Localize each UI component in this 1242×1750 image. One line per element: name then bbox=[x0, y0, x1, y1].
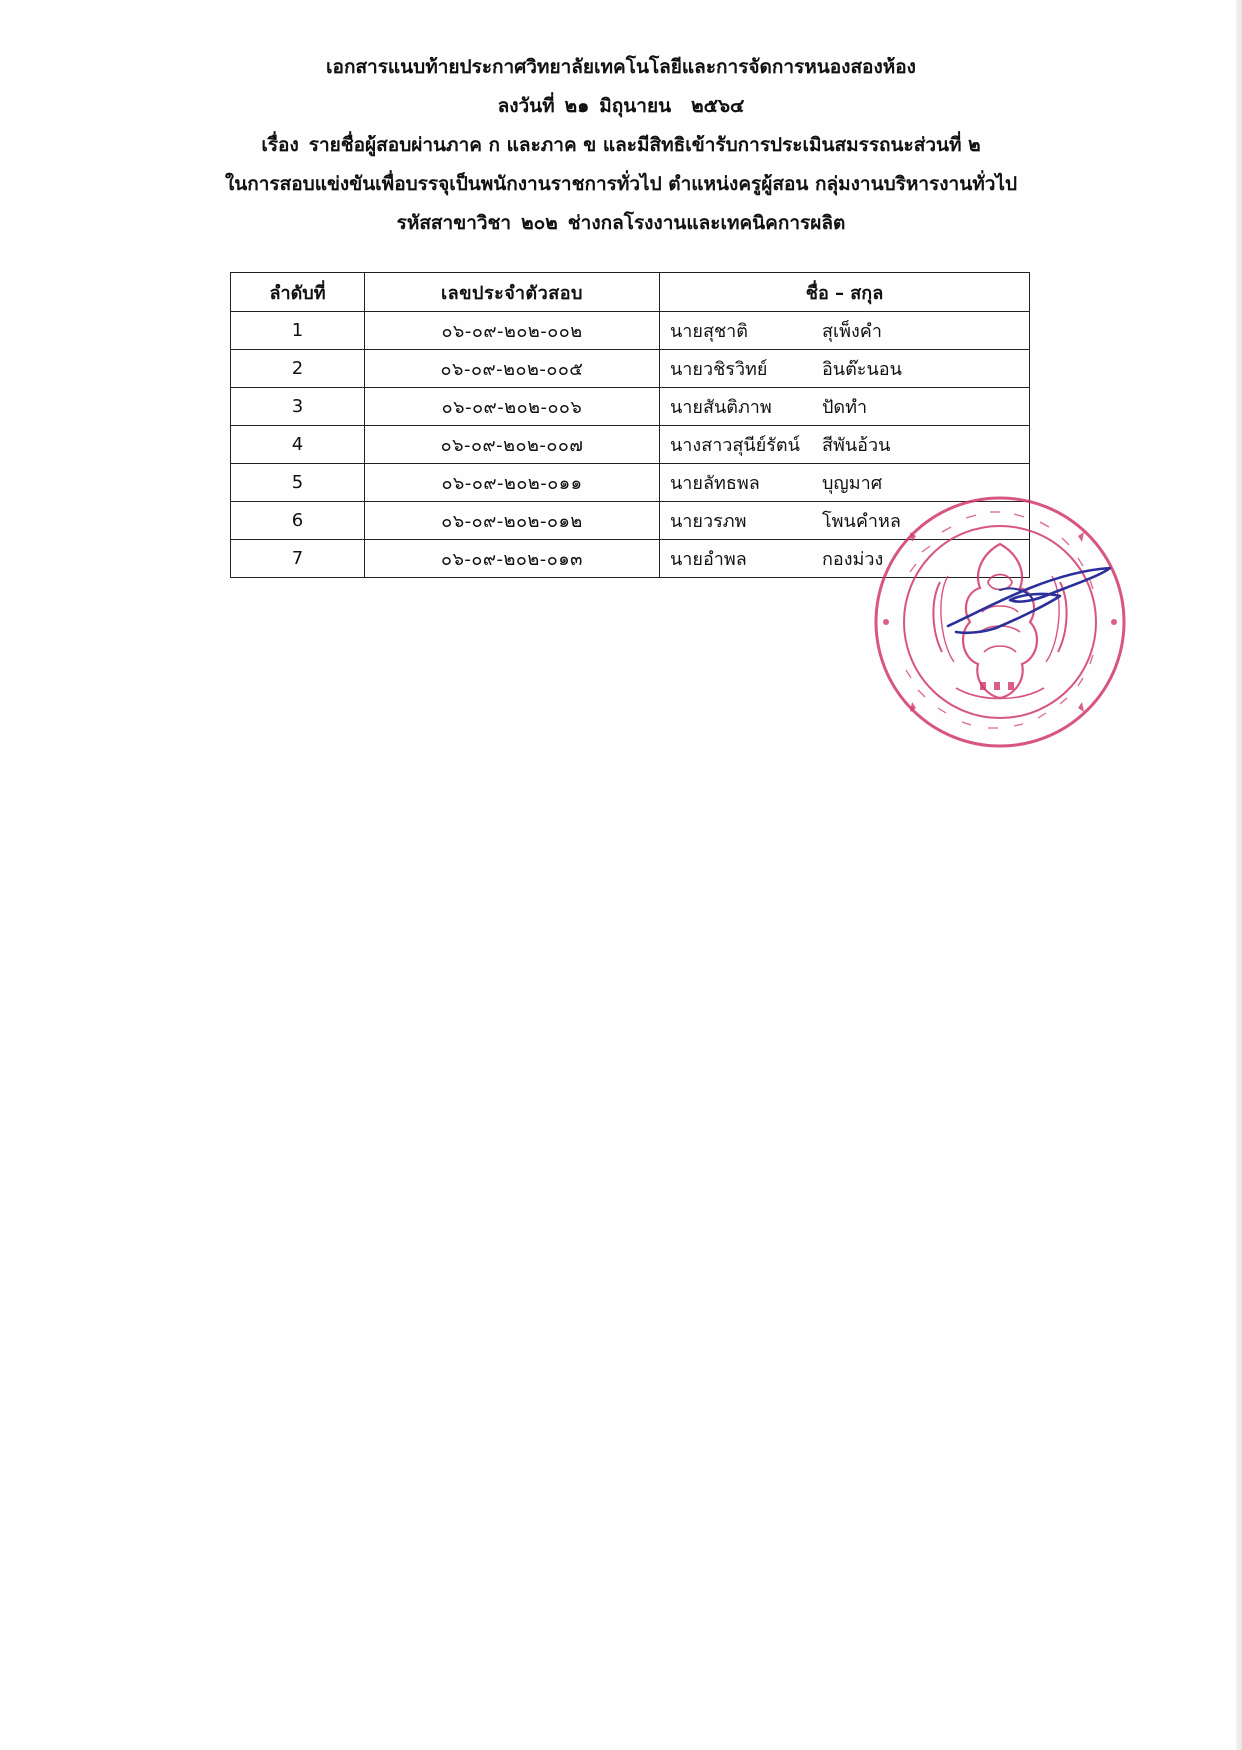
header-line-2 bbox=[0, 87, 1242, 126]
header-line-5 bbox=[0, 204, 1242, 243]
header-line-1: เอกสารแนบท้ายประกาศวิทยาลัยเทคโนโลยีและการจัดการหนองสองห้อง bbox=[326, 56, 916, 78]
family-name: สุเพ็งคำ bbox=[822, 321, 882, 342]
candidate-name bbox=[660, 350, 1030, 388]
exam-id: ๐๖-๐๙-๒๐๒-๐๐๖ bbox=[365, 388, 660, 426]
given-name: นายวชิรวิทย์ bbox=[670, 359, 768, 380]
family-name: บุญมาศ bbox=[822, 473, 883, 494]
family-name: โพนคำหล bbox=[822, 511, 901, 532]
given-name: นายลัทธพล bbox=[670, 473, 760, 494]
branch-code: ๒๐๒ bbox=[521, 212, 558, 234]
exam-id: ๐๖-๐๙-๒๐๒-๐๑๓ bbox=[365, 540, 660, 578]
table-row bbox=[231, 426, 1030, 464]
exam-id: ๐๖-๐๙-๒๐๒-๐๐๗ bbox=[365, 426, 660, 464]
subject-text: รายชื่อผู้สอบผ่านภาค ก และภาค ข และมีสิทธิเข้ารับการประเมินสมรรถนะส่วนที่ ๒ bbox=[308, 134, 981, 156]
family-name: กองม่วง bbox=[822, 549, 884, 570]
row-number: 3 bbox=[231, 388, 365, 426]
family-name: อินต๊ะนอน bbox=[822, 359, 902, 380]
date-day: ๒๑ bbox=[564, 95, 590, 117]
candidate-name bbox=[660, 312, 1030, 350]
row-number: 1 bbox=[231, 312, 365, 350]
exam-id: ๐๖-๐๙-๒๐๒-๐๐๒ bbox=[365, 312, 660, 350]
signature-icon bbox=[940, 560, 1120, 640]
given-name: นายวรภพ bbox=[670, 511, 747, 532]
document-header bbox=[0, 48, 1242, 243]
date-prefix: ลงวันที่ bbox=[497, 95, 555, 117]
row-number: 5 bbox=[231, 464, 365, 502]
family-name: สีพันอ้วน bbox=[822, 435, 891, 456]
given-name: นายสุชาติ bbox=[670, 321, 748, 342]
date-year: ๒๕๖๔ bbox=[691, 95, 745, 117]
exam-id: ๐๖-๐๙-๒๐๒-๐๐๕ bbox=[365, 350, 660, 388]
branch-name: ช่างกลโรงงานและเทคนิคการผลิต bbox=[567, 212, 846, 234]
given-name: นายอำพล bbox=[670, 549, 747, 570]
candidate-name bbox=[660, 426, 1030, 464]
candidate-name bbox=[660, 388, 1030, 426]
given-name: นางสาวสุนีย์รัตน์ bbox=[670, 435, 800, 456]
subject-prefix: เรื่อง bbox=[261, 134, 299, 156]
row-number: 2 bbox=[231, 350, 365, 388]
row-number: 4 bbox=[231, 426, 365, 464]
scan-edge bbox=[1236, 0, 1242, 1750]
family-name: ปัดทำ bbox=[822, 397, 868, 418]
table-row bbox=[231, 312, 1030, 350]
exam-id: ๐๖-๐๙-๒๐๒-๐๑๑ bbox=[365, 464, 660, 502]
column-header-no: ลำดับที่ bbox=[231, 273, 365, 312]
date-month: มิถุนายน bbox=[599, 95, 672, 117]
row-number: 7 bbox=[231, 540, 365, 578]
table-row bbox=[231, 388, 1030, 426]
header-line-4: ในการสอบแข่งขันเพื่อบรรจุเป็นพนักงานราชการทั่วไป ตำแหน่งครูผู้สอน กลุ่มงานบริหารงานทั่วไป bbox=[224, 173, 1018, 195]
table-row bbox=[231, 350, 1030, 388]
header-line-3 bbox=[0, 126, 1242, 165]
branch-prefix: รหัสสาขาวิชา bbox=[396, 212, 512, 234]
table-header-row bbox=[231, 273, 1030, 312]
column-header-name: ชื่อ – สกุล bbox=[660, 273, 1030, 312]
row-number: 6 bbox=[231, 502, 365, 540]
column-header-exam-id: เลขประจำตัวสอบ bbox=[365, 273, 660, 312]
exam-id: ๐๖-๐๙-๒๐๒-๐๑๒ bbox=[365, 502, 660, 540]
given-name: นายสันติภาพ bbox=[670, 397, 772, 418]
